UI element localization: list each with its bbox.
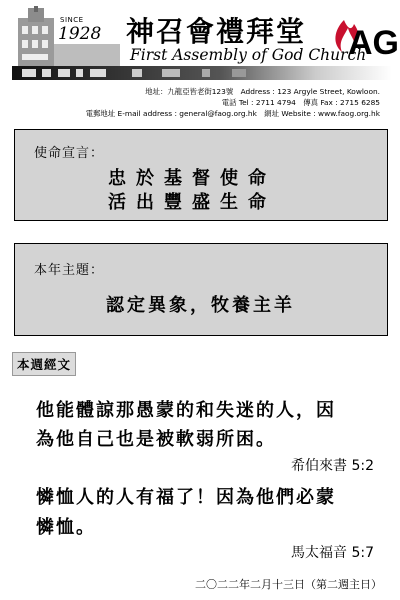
header-stripe	[12, 66, 392, 80]
email-website-line: 電郵地址 E-mail address : general@faog.org.hk 網址 Website : www.faog.org.hk	[85, 109, 380, 118]
since-label: SINCE	[60, 16, 84, 24]
verse-1-reference: 希伯來書 5:2	[291, 458, 374, 474]
address-line: 地址：九龍亞皆老街123號 Address : 123 Argyle Street, Kowloon.	[145, 87, 380, 96]
verse-2-reference: 馬太福音 5:7	[291, 545, 374, 561]
ag-logo-text: AG	[348, 24, 399, 62]
weekly-verse-label: 本週經文	[12, 352, 76, 376]
theme-text: 認定異象，牧養主羊	[106, 295, 295, 316]
mission-label: 使命宣言：	[34, 146, 105, 161]
verse-2-line-2: 憐恤。	[36, 517, 96, 538]
theme-box	[14, 243, 388, 336]
mission-line-2: 活出豐盛生命	[108, 192, 276, 213]
mission-line-1: 忠於基督使命	[108, 168, 276, 189]
verse-2-line-1: 憐恤人的人有福了！因為他們必蒙	[36, 487, 336, 508]
verse-1-line-2: 為他自己也是被軟弱所困。	[36, 429, 276, 450]
phone-fax-line: 電話 Tel : 2711 4794 傳真 Fax : 2715 6285	[221, 98, 380, 107]
theme-label: 本年主題：	[34, 263, 105, 278]
since-year: 1928	[58, 24, 102, 44]
service-date: 二〇二二年二月十三日（第二週主日）	[195, 578, 382, 591]
ag-logo	[330, 14, 399, 62]
church-name-zh: 神召會禮拜堂	[126, 15, 307, 48]
verse-1-line-1: 他能體諒那愚蒙的和失迷的人，因	[36, 400, 336, 421]
church-name-en: First Assembly of God Church	[130, 46, 367, 64]
